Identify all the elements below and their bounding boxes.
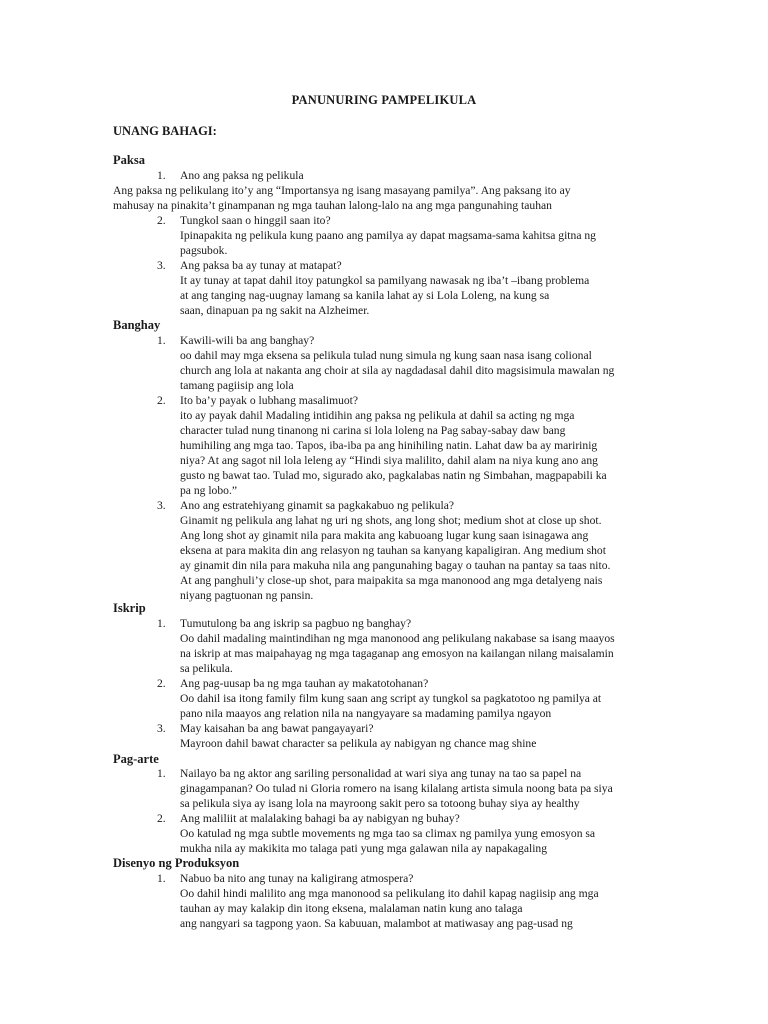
answer-line: Ang paksa ng pelikulang ito’y ang “Importansya ng isang masayang pamilya”. Ang paksang ito ay [113, 184, 571, 197]
answer-line: Oo katulad ng mga subtle movements ng mga tao sa climax ng pamilya yung emosyon sa [180, 827, 596, 840]
section-heading-disenyo: Disenyo ng Produksyon [113, 856, 240, 870]
question: Ito ba’y payak o lubhang masalimuot? [180, 394, 359, 407]
answer-line: ito ay payak dahil Madaling intidihin ang paksa ng pelikula at dahil sa acting ng mga [180, 409, 575, 422]
question: Kawili-wili ba ang banghay? [180, 334, 315, 347]
question: Ang paksa ba ay tunay at matapat? [180, 259, 342, 272]
answer-line: Ipinapakita ng pelikula kung paano ang pamilya ay dapat magsama-sama kahitsa gitna ng [180, 229, 596, 242]
answer-line: pagsubok. [180, 244, 228, 257]
answer-line: at ang tanging nag-uugnay lamang sa kanila lahat ay si Lola Loleng, na kung sa [180, 289, 550, 302]
answer-line: tamang pagiisip ang lola [180, 379, 294, 392]
answer-line: oo dahil may mga eksena sa pelikula tulad nung simula ng kung saan nasa isang colional [180, 349, 592, 362]
answer-line: ay ginamit din nila para makuha nila ang pangunahing bagay o tauhan na pantay sa taas nito. [180, 559, 611, 572]
item-number: 3. [157, 259, 166, 272]
item-number: 2. [157, 394, 166, 407]
answer-line: At ang panghuli’y close-up shot, para maipakita sa mga manonood ang mga detalyeng nais [180, 574, 603, 587]
item-number: 1. [157, 617, 166, 630]
answer-line: Ang long shot ay ginamit nila para makita ang kabuoang lugar kung saan isinagawa ang [180, 529, 589, 542]
answer-line: niya? At ang sagot nil lola leleng ay “Hindi siya malilito, dahil alam na niya kung ano ang [180, 454, 598, 467]
item-number: 1. [157, 872, 166, 885]
question: May kaisahan ba ang bawat pangayayari? [180, 722, 374, 735]
section-heading-iskrip: Iskrip [113, 601, 146, 615]
answer-line: pa ng lobo.” [180, 484, 237, 497]
question: Ano ang paksa ng pelikula [180, 169, 304, 182]
answer-line: Oo dahil hindi malilito ang mga manonood sa pelikulang ito dahil kapag nagiisip ang mga [180, 887, 599, 900]
answer-line: gusto ng bawat tao. Tulad mo, sigurado ako, pagkalabas natin ng Simbahan, magpapabili ka [180, 469, 607, 482]
question: Ano ang estratehiyang ginamit sa pagkakabuo ng pelikula? [180, 499, 454, 512]
answer-line: Ginamit ng pelikula ang lahat ng uri ng shots, ang long shot; medium shot at close up shot. [180, 514, 602, 527]
question: Nabuo ba nito ang tunay na kaligirang atmospera? [180, 872, 414, 885]
answer-line: character tulad nung tinanong ni carina si lola loleng na Pag sabay-sabay daw bang [180, 424, 566, 437]
answer-line: pano nila maayos ang relation nila na nangyayare sa madaming pamilya ngayon [180, 707, 552, 720]
answer-line: mahusay na pinakita’t ginampanan ng mga tauhan lalong-lalo na ang mga pangunahing tauhan [113, 199, 552, 212]
answer-line: church ang lola at nakanta ang choir at sila ay nagdadasal dahil dito magsisimula mawalan ng [180, 364, 615, 377]
question: Ang maliliit at malalaking bahagi ba ay nabigyan ng buhay? [180, 812, 460, 825]
item-number: 3. [157, 499, 166, 512]
section-heading-pag-arte: Pag-arte [113, 752, 159, 766]
answer-line: ang nangyari sa tagpong yaon. Sa kabuuan, malambot at matiwasay ang pag-usad ng [180, 917, 573, 930]
answer-line: tauhan ay may kalakip din itong eksena, malalaman natin kung ano talaga [180, 902, 523, 915]
section-heading-paksa: Paksa [113, 153, 145, 167]
answer-line: Mayroon dahil bawat character sa pelikula ay nabigyan ng chance mag shine [180, 737, 537, 750]
answer-line: Oo dahil isa itong family film kung saan ang script ay tungkol sa pagkatotoo ng pamilya at [180, 692, 602, 705]
item-number: 2. [157, 214, 166, 227]
item-number: 2. [157, 812, 166, 825]
question: Ang pag-uusap ba ng mga tauhan ay makatotohanan? [180, 677, 429, 690]
document-title: PANUNURING PAMPELIKULA [291, 93, 477, 107]
question: Tungkol saan o hinggil saan ito? [180, 214, 331, 227]
answer-line: saan, dinapuan pa ng sakit na Alzheimer. [180, 304, 370, 317]
question: Nailayo ba ng aktor ang sariling personalidad at wari siya ang tunay na tao sa papel na [180, 767, 582, 780]
item-number: 2. [157, 677, 166, 690]
answer-line: mukha nila ay makikita mo talaga pati yung mga galawan nila ay napakagaling [180, 842, 548, 855]
answer-line: Oo dahil madaling maintindihan ng mga manonood ang pelikulang nakabase sa isang maayos [180, 632, 615, 645]
item-number: 1. [157, 767, 166, 780]
answer-line: humihiling ang mga tao. Tapos, iba-iba pa ang hinihiling natin. Lahat daw ba ay maririnig [180, 439, 598, 452]
answer-line: It ay tunay at tapat dahil itoy patungkol sa pamilyang nawasak ng iba’t –ibang problema [180, 274, 590, 287]
answer-line: niyang pagtuonan ng pansin. [180, 589, 314, 602]
question-line: ginagampanan? Oo tulad ni Gloria romero na isang kilalang artista simula noong bata pa siya [180, 782, 613, 795]
question: Tumutulong ba ang iskrip sa pagbuo ng banghay? [180, 617, 412, 630]
section-heading-banghay: Banghay [113, 318, 161, 332]
item-number: 1. [157, 334, 166, 347]
answer-line: eksena at para makita din ang relasyon ng tauhan sa kanyang kapaligiran. Ang medium shot [180, 544, 606, 557]
item-number: 1. [157, 169, 166, 182]
answer-line: sa pelikula. [180, 662, 233, 675]
item-number: 3. [157, 722, 166, 735]
part-heading: UNANG BAHAGI: [113, 124, 217, 138]
question-line: sa pelikula siya ay isang lola na mayroong sakit pero sa totoong buhay siya ay healthy [180, 797, 580, 810]
answer-line: na iskrip at mas maipahayag ng mga tagaganap ang emosyon na kailangan nilang maisalamin [180, 647, 614, 660]
